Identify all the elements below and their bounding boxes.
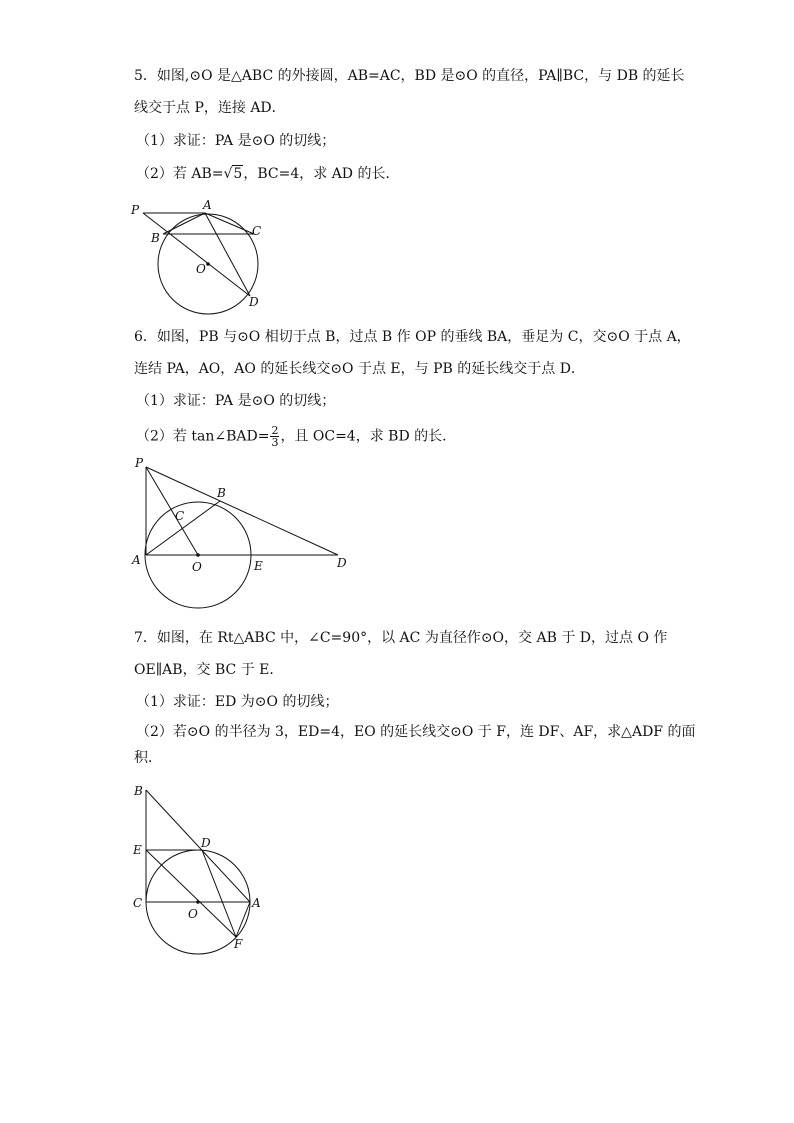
q7-label-E: E bbox=[133, 843, 142, 857]
q6-label-D: D bbox=[337, 556, 347, 570]
q5-label-B: B bbox=[151, 231, 160, 245]
q7-line-AF bbox=[236, 902, 250, 937]
q5-label-P: P bbox=[131, 203, 140, 217]
q5-label-C: C bbox=[252, 224, 262, 238]
q6-label-O: O bbox=[192, 560, 202, 574]
q7-center-dot bbox=[196, 900, 200, 904]
q5-part2-suffix: ，BC=4，求 AD 的长． bbox=[243, 166, 400, 182]
q5-line-AD bbox=[205, 213, 250, 296]
q6-part2-prefix: （2）若 tan∠BAD= bbox=[136, 428, 270, 445]
q6-center-dot bbox=[196, 553, 200, 557]
q6-fraction-denominator: 3 bbox=[271, 436, 279, 449]
q6-label-P: P bbox=[135, 456, 144, 470]
q6-fraction-numerator: 2 bbox=[271, 424, 279, 437]
q6-line-PO bbox=[146, 467, 198, 555]
q5-sqrt-value: 5 bbox=[233, 166, 243, 182]
q5-part2 bbox=[136, 164, 399, 184]
q7-part2-cont: 积． bbox=[134, 750, 162, 766]
q5-part1: （1）求证：PA 是⊙O 的切线； bbox=[136, 133, 336, 149]
q7-label-A: A bbox=[252, 896, 261, 910]
q7-label-C: C bbox=[133, 896, 143, 910]
q7-part2: （2）若⊙O 的半径为 3，ED=4，EO 的延长线交⊙O 于 F，连 DF、AF，求△ADF 的面 bbox=[136, 724, 696, 740]
q7-label-D: D bbox=[201, 836, 211, 850]
q6-label-C: C bbox=[175, 509, 185, 523]
q5-line-AB bbox=[163, 213, 205, 234]
q6-fraction bbox=[270, 425, 279, 448]
q6-label-B: B bbox=[217, 486, 226, 500]
q7-part1: （1）求证：ED 为⊙O 的切线； bbox=[136, 694, 339, 710]
q5-sqrt-symbol: √ bbox=[223, 166, 233, 182]
q5-label-O: O bbox=[196, 262, 206, 276]
q5-center-dot bbox=[206, 262, 210, 266]
q7-label-B: B bbox=[134, 784, 143, 798]
q7-figure bbox=[125, 780, 270, 955]
q7-line-BA bbox=[146, 790, 250, 902]
q6-part2 bbox=[136, 425, 456, 448]
q6-line1: 6．如图，PB 与⊙O 相切于点 B，过点 B 作 OP 的垂线 BA，垂足为 C，交⊙O 于点 A， bbox=[134, 329, 691, 345]
q5-line2: 线交于点 P，连接 AD． bbox=[134, 100, 286, 116]
q6-label-A: A bbox=[132, 553, 141, 567]
q7-line-EF bbox=[146, 850, 236, 937]
q5-line1: 5．如图,⊙O 是△ABC 的外接圆，AB=AC，BD 是⊙O 的直径，PA∥BC，与 DB 的延长 bbox=[134, 68, 685, 84]
q6-figure bbox=[125, 450, 360, 615]
q7-label-F: F bbox=[234, 937, 243, 951]
q5-line-AC bbox=[205, 213, 254, 234]
q5-label-A: A bbox=[203, 198, 212, 212]
q5-sqrt bbox=[224, 164, 244, 184]
q6-part1: （1）求证：PA 是⊙O 的切线； bbox=[136, 393, 336, 409]
q7-line-DF bbox=[202, 850, 236, 937]
q6-part2-suffix: ，且 OC=4，求 BD 的长． bbox=[280, 428, 457, 445]
q5-figure bbox=[125, 195, 275, 320]
q5-label-D: D bbox=[249, 295, 259, 309]
q6-line2: 连结 PA，AO，AO 的延长线交⊙O 于点 E，与 PB 的延长线交于点 D． bbox=[134, 361, 585, 377]
q6-label-E: E bbox=[254, 559, 263, 573]
q7-line1: 7．如图，在 Rt△ABC 中，∠C=90°，以 AC 为直径作⊙O，交 AB 于 D，过点 O 作 bbox=[134, 630, 668, 646]
q7-label-O: O bbox=[188, 907, 198, 921]
q7-line2: OE∥AB，交 BC 于 E． bbox=[134, 662, 284, 678]
q5-part2-prefix: （2）若 AB= bbox=[136, 166, 224, 182]
